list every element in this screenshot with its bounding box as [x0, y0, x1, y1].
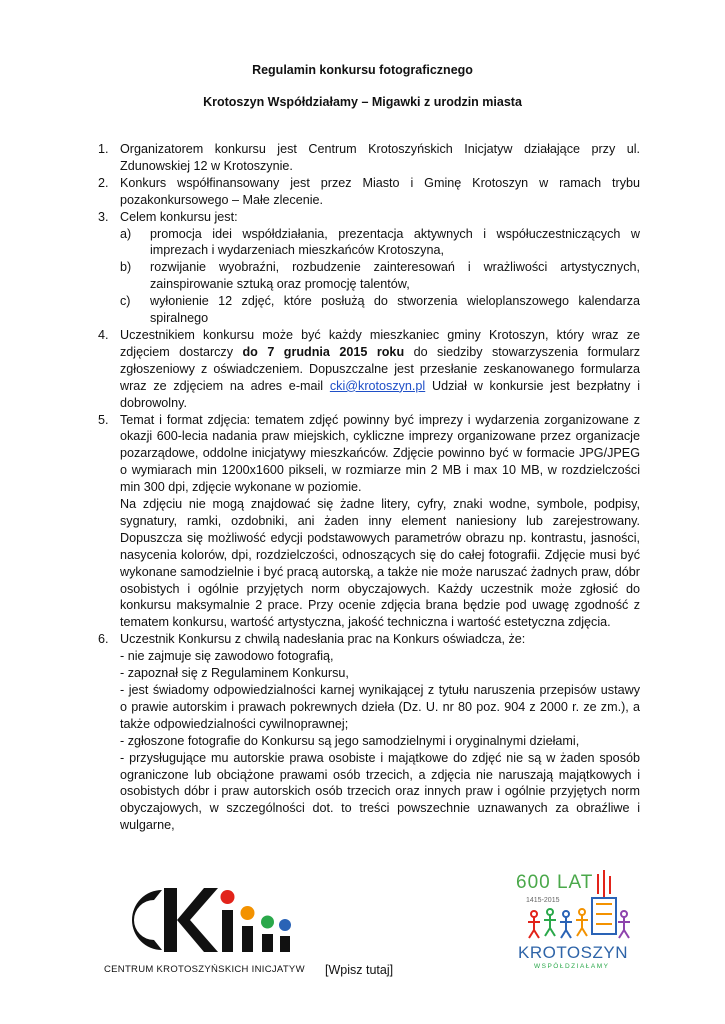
footer-placeholder-text: [Wpisz tutaj] [325, 963, 394, 977]
krotoszyn-600-logo [512, 864, 642, 974]
item-number: 3. [98, 209, 109, 224]
declaration-line: - zgłoszone fotografie do Konkursu są jego samodzielnymi i oryginalnymi dziełami, [120, 733, 580, 748]
item-number: 6. [98, 632, 109, 647]
item-text-continued: Na zdjęciu nie mogą znajdować się żadne litery, cyfry, znaki wodne, symbole, podpisy, sygnatury, ramki, ozdobniki, ani żaden inny element naniesiony lub zarejestrowany. Dopuszcza się możliwość edycji podstawowych parametrów obrazu np. kontrastu, jasności, nasycenia kolorów, dpi, rozdzielczości, odnoszących się do całej fotografii. Zdjęcie musi być wykonane samodzielnie i być pracą autorską, a także nie może naruszać żadnych praw, dóbr osobistych i ogólnie przyjętych norm obyczajowych. Każdy uczestnik może zgłosić do konkursu maksymalnie 2 prace. Przy ocenie zdjęcia brana będzie pod uwagę zgodność z tematem konkursu, wartość artystyczna, jakość techniczna i wartość estetyczna zdjęcia. [120, 497, 640, 630]
cki-logo-caption: CENTRUM KROTOSZYŃSKICH INICJATYW [104, 964, 305, 975]
sub-item-text: rozwijanie wyobraźni, rozbudzenie zainteresowań i wrażliwości artystycznych, zainspirowanie sztuką oraz promocję talentów, [150, 260, 640, 292]
sub-item [120, 226, 640, 260]
item-number: 5. [98, 412, 109, 427]
list-item [98, 631, 640, 834]
town-hall-icon [592, 870, 616, 934]
item-text: Temat i format zdjęcia: tematem zdjęć powinny być imprezy i wydarzenia zorganizowane z okazji 600-lecia nadania praw miejskich, cykliczne imprezy organizowane przez organizacje pozarządowe, oddolne inicjatywy mieszkańców. Zdjęcie powinno być w formacie JPG/JPEG o wymiarach min 1200x1600 pikseli, w rozmiarze min 2 MB i max 10 MB, w rozdzielczości min 300 dpi, zdjęcie wykonane w poziomie. [120, 412, 640, 495]
sub-item-letter: a) [120, 226, 132, 241]
list-item [98, 141, 640, 175]
declaration-line: - nie zajmuje się zawodowo fotografią, [120, 649, 334, 664]
logo-tagline: WSPÓŁDZIAŁAMY [534, 963, 610, 970]
item-text: Uczestnik Konkursu z chwilą nadesłania prac na Konkurs oświadcza, że: [120, 632, 526, 647]
email-link[interactable]: cki@krotoszyn.pl [329, 378, 426, 393]
item-text-before: Uczestnikiem konkursu może być każdy mieszkaniec gminy Krotoszyn, który wraz ze zdjęciem dostarczy [120, 327, 640, 359]
regulations-list [98, 141, 640, 834]
item-text: Organizatorem konkursu jest Centrum Krotoszyńskich Inicjatyw działające przy ul. Zdunowskiej 12 w Krotoszynie. [120, 142, 640, 173]
sub-item-letter: c) [120, 294, 131, 309]
item-text-middle: do siedziby stowarzyszenia formularz zgłoszeniowy z oświadczeniem. Dopuszczalne jest przesłanie zeskanowanego formularza wraz ze zdjęciem na adres e-mail [120, 344, 640, 393]
document-subtitle: Krotoszyn Współdziałamy – Migawki z urodzin miasta [203, 95, 522, 109]
sub-item-text: wyłonienie 12 zdjęć, które posłużą do stworzenia wieloplanszowego kalendarza spiralnego [150, 294, 640, 326]
deadline-date: do 7 grudnia 2015 roku [242, 344, 405, 359]
declaration-line: - jest świadomy odpowiedzialności karnej wynikającej z tytułu naruszenia przepisów ustawy o prawie autorskim i prawach pokrewnych dzieła (Dz. U. nr 80 poz. 904 z 2000 r. ze zm.), a także odpowiedzialności cywilnoprawnej; [120, 683, 640, 731]
item-text: Celem konkursu jest: [120, 209, 238, 224]
document-title: Regulamin konkursu fotograficznego [252, 63, 473, 77]
logo-600-lat: 600 LAT [516, 872, 594, 893]
item-number: 2. [98, 175, 109, 190]
item-text-after: Udział w konkursie jest bezpłatny i dobrowolny. [120, 378, 640, 410]
sub-item [120, 259, 640, 293]
sub-item-text: promocja idei współdziałania, prezentacja aktywnych i współuczestniczących w imprezach i wydarzeniach mieszkańców Krotoszyna, [150, 226, 640, 258]
item-number: 1. [98, 142, 109, 156]
logo-years: 1415-2015 [526, 897, 560, 904]
list-item [98, 209, 640, 327]
sub-item-letter: b) [120, 260, 132, 275]
list-item [98, 327, 640, 412]
sub-item [120, 293, 640, 327]
logo-city-name: KROTOSZYN [518, 943, 628, 962]
declaration-line: - przysługujące mu autorskie prawa osobiste i majątkowe do zdjęć nie są w żaden sposób ograniczone lub obciążone prawami osób trzecich, a zdjęcia nie naruszają majątkowych i osobistych dóbr i praw autorskich osób trzecich oraz innych praw i ogólnie przyjętych norm obyczajowych, w szczególności dot. to treści powszechnie uznawanych za obraźliwe i wulgarne, [120, 750, 640, 833]
declaration-line: - zapoznał się z Regulaminem Konkursu, [120, 666, 349, 681]
list-item [98, 175, 640, 209]
item-number: 4. [98, 327, 109, 342]
item-text: Konkurs współfinansowany jest przez Miasto i Gminę Krotoszyn w ramach trybu pozakonkursowego – Małe zlecenie. [120, 175, 640, 207]
list-item [98, 412, 640, 632]
